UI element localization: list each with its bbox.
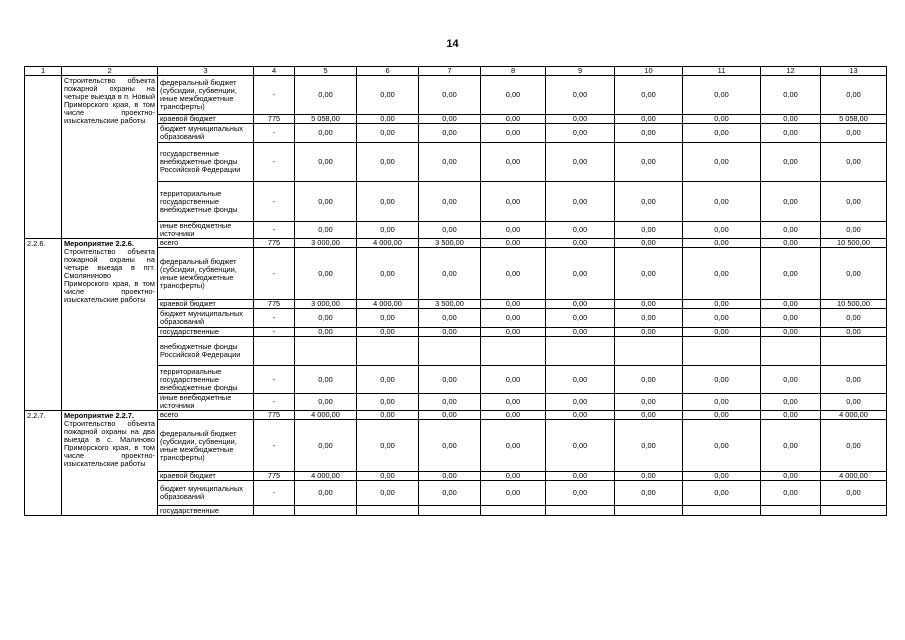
funding-source: государственные внебюджетные фонды Российской Федерации [158, 143, 254, 182]
value-cell: 0,00 [683, 394, 761, 411]
value-cell: 0,00 [546, 328, 615, 337]
value-cell: 0,00 [295, 328, 357, 337]
item-title: Мероприятие 2.2.7. [64, 411, 134, 420]
value-cell [683, 337, 761, 366]
value-cell: 0,00 [821, 124, 887, 143]
value-cell: 0,00 [546, 394, 615, 411]
value-cell: 0,00 [615, 394, 683, 411]
budget-code [254, 337, 295, 366]
value-cell: 0,00 [821, 420, 887, 472]
value-cell: 4 000,00 [357, 300, 419, 309]
value-cell: 0,00 [295, 248, 357, 300]
value-cell: 0,00 [683, 115, 761, 124]
value-cell: 5 058,00 [821, 115, 887, 124]
value-cell: 0,00 [821, 76, 887, 115]
header-row [25, 67, 887, 76]
value-cell: 0,00 [419, 115, 481, 124]
col-header-2: 2 [62, 67, 158, 76]
value-cell: 0,00 [546, 300, 615, 309]
value-cell: 0,00 [481, 143, 546, 182]
value-cell: 0,00 [615, 248, 683, 300]
value-cell: 0,00 [481, 248, 546, 300]
value-cell: 0,00 [683, 76, 761, 115]
value-cell [357, 337, 419, 366]
value-cell: 0,00 [481, 222, 546, 239]
funding-source: иные внебюджетные источники [158, 222, 254, 239]
budget-code: 775 [254, 239, 295, 248]
value-cell: 0,00 [615, 328, 683, 337]
col-header-6: 6 [357, 67, 419, 76]
item-number: 2.2.6. [25, 239, 62, 411]
value-cell: 0,00 [481, 239, 546, 248]
budget-code: - [254, 248, 295, 300]
value-cell: 0,00 [821, 222, 887, 239]
item-number: 2.2.7. [25, 411, 62, 516]
col-header-1: 1 [25, 67, 62, 76]
budget-code: 775 [254, 472, 295, 481]
value-cell: 4 000,00 [295, 472, 357, 481]
value-cell: 0,00 [481, 411, 546, 420]
value-cell: 0,00 [683, 248, 761, 300]
value-cell: 0,00 [295, 420, 357, 472]
page-number: 14 [446, 38, 459, 50]
value-cell: 0,00 [357, 328, 419, 337]
value-cell: 0,00 [546, 420, 615, 472]
value-cell [821, 506, 887, 516]
value-cell: 10 500,00 [821, 239, 887, 248]
value-cell: 0,00 [481, 124, 546, 143]
value-cell: 0,00 [481, 309, 546, 328]
value-cell: 4 000,00 [357, 239, 419, 248]
value-cell [761, 506, 821, 516]
value-cell: 0,00 [419, 248, 481, 300]
budget-code: - [254, 394, 295, 411]
value-cell: 3 000,00 [295, 300, 357, 309]
item-description [62, 239, 158, 411]
value-cell: 0,00 [615, 76, 683, 115]
value-cell [615, 337, 683, 366]
value-cell: 0,00 [295, 222, 357, 239]
value-cell [419, 506, 481, 516]
funding-source: территориальные государственные внебюджетные фонды [158, 182, 254, 222]
funding-source: государственные [158, 328, 254, 337]
value-cell: 0,00 [683, 328, 761, 337]
col-header-4: 4 [254, 67, 295, 76]
value-cell: 0,00 [821, 481, 887, 506]
value-cell: 0,00 [683, 239, 761, 248]
value-cell: 0,00 [419, 328, 481, 337]
value-cell: 0,00 [761, 411, 821, 420]
funding-source: бюджет муниципальных образований [158, 124, 254, 143]
value-cell: 5 058,00 [295, 115, 357, 124]
value-cell: 0,00 [419, 124, 481, 143]
value-cell: 0,00 [357, 182, 419, 222]
funding-source: территориальные государственные внебюджетные фонды [158, 366, 254, 394]
value-cell: 0,00 [357, 124, 419, 143]
value-cell: 0,00 [481, 481, 546, 506]
budget-code: 775 [254, 300, 295, 309]
funding-source: федеральный бюджет (субсидии, субвенции, иные межбюджетные трансферты) [158, 248, 254, 300]
value-cell: 0,00 [419, 472, 481, 481]
funding-source: федеральный бюджет (субсидии, субвенции, иные межбюджетные трансферты) [158, 76, 254, 115]
value-cell: 0,00 [419, 481, 481, 506]
value-cell [481, 337, 546, 366]
value-cell: 0,00 [761, 309, 821, 328]
value-cell: 0,00 [295, 394, 357, 411]
budget-code: - [254, 76, 295, 115]
funding-source: бюджет муниципальных образований [158, 309, 254, 328]
value-cell: 0,00 [615, 309, 683, 328]
value-cell: 0,00 [761, 124, 821, 143]
col-header-13: 13 [821, 67, 887, 76]
budget-code: - [254, 182, 295, 222]
budget-code: - [254, 328, 295, 337]
value-cell: 0,00 [481, 115, 546, 124]
value-cell: 0,00 [683, 143, 761, 182]
value-cell: 0,00 [481, 420, 546, 472]
col-header-10: 10 [615, 67, 683, 76]
value-cell [546, 506, 615, 516]
value-cell [295, 337, 357, 366]
value-cell: 0,00 [546, 366, 615, 394]
budget-code: 775 [254, 411, 295, 420]
value-cell: 0,00 [615, 222, 683, 239]
value-cell [683, 506, 761, 516]
col-header-5: 5 [295, 67, 357, 76]
table-row [25, 76, 887, 115]
value-cell: 4 000,00 [821, 472, 887, 481]
value-cell: 0,00 [419, 411, 481, 420]
value-cell: 0,00 [761, 239, 821, 248]
funding-source: всего [158, 411, 254, 420]
value-cell: 0,00 [761, 394, 821, 411]
value-cell: 0,00 [546, 222, 615, 239]
item-text: Строительство объекта пожарной охраны на четыре выезда в п. Новый Приморского края, в том числе проектно-изыскательские работы [64, 76, 155, 125]
budget-code: - [254, 222, 295, 239]
funding-source: бюджет муниципальных образований [158, 481, 254, 506]
value-cell: 0,00 [295, 366, 357, 394]
value-cell: 0,00 [419, 366, 481, 394]
value-cell: 0,00 [357, 472, 419, 481]
value-cell [546, 337, 615, 366]
value-cell: 0,00 [357, 481, 419, 506]
funding-source: федеральный бюджет (субсидии, субвенции, иные межбюджетные трансферты) [158, 420, 254, 472]
value-cell: 3 500,00 [419, 239, 481, 248]
value-cell: 0,00 [295, 143, 357, 182]
budget-code: - [254, 124, 295, 143]
value-cell: 3 000,00 [295, 239, 357, 248]
value-cell: 0,00 [481, 300, 546, 309]
value-cell [419, 337, 481, 366]
value-cell: 0,00 [683, 182, 761, 222]
value-cell: 0,00 [481, 328, 546, 337]
col-header-11: 11 [683, 67, 761, 76]
col-header-9: 9 [546, 67, 615, 76]
value-cell: 0,00 [761, 222, 821, 239]
value-cell: 0,00 [761, 143, 821, 182]
value-cell: 0,00 [615, 472, 683, 481]
value-cell: 0,00 [683, 222, 761, 239]
value-cell: 0,00 [761, 328, 821, 337]
budget-code: 775 [254, 115, 295, 124]
value-cell: 0,00 [615, 124, 683, 143]
budget-code: - [254, 366, 295, 394]
value-cell: 0,00 [357, 366, 419, 394]
budget-code: - [254, 481, 295, 506]
funding-source: краевой бюджет [158, 472, 254, 481]
value-cell: 0,00 [357, 115, 419, 124]
item-description [62, 411, 158, 516]
budget-table [24, 66, 887, 516]
value-cell: 0,00 [821, 248, 887, 300]
funding-source: иные внебюджетные источники [158, 394, 254, 411]
value-cell: 0,00 [546, 115, 615, 124]
funding-source: краевой бюджет [158, 300, 254, 309]
value-cell: 0,00 [295, 182, 357, 222]
value-cell: 0,00 [481, 472, 546, 481]
value-cell: 0,00 [821, 328, 887, 337]
value-cell: 0,00 [546, 124, 615, 143]
value-cell: 0,00 [481, 394, 546, 411]
value-cell: 0,00 [357, 248, 419, 300]
value-cell: 0,00 [683, 366, 761, 394]
value-cell: 0,00 [419, 76, 481, 115]
col-header-3: 3 [158, 67, 254, 76]
value-cell: 0,00 [615, 239, 683, 248]
budget-code: - [254, 309, 295, 328]
value-cell [481, 506, 546, 516]
funding-source: всего [158, 239, 254, 248]
value-cell: 0,00 [295, 76, 357, 115]
item-description [62, 76, 158, 239]
value-cell: 10 500,00 [821, 300, 887, 309]
value-cell: 0,00 [357, 411, 419, 420]
col-header-12: 12 [761, 67, 821, 76]
value-cell: 0,00 [821, 309, 887, 328]
value-cell: 0,00 [419, 222, 481, 239]
value-cell: 0,00 [546, 239, 615, 248]
funding-source: краевой бюджет [158, 115, 254, 124]
item-text: Строительство объекта пожарной охраны на четыре выезда в пгт. Смоляниново Приморского края, в том числе проектно-изыскательские работы [64, 247, 155, 304]
value-cell: 0,00 [419, 420, 481, 472]
value-cell: 0,00 [419, 309, 481, 328]
value-cell: 0,00 [761, 300, 821, 309]
value-cell: 0,00 [481, 182, 546, 222]
value-cell: 0,00 [821, 366, 887, 394]
value-cell: 0,00 [546, 309, 615, 328]
value-cell: 0,00 [357, 394, 419, 411]
value-cell: 0,00 [615, 300, 683, 309]
funding-source: государственные [158, 506, 254, 516]
value-cell: 0,00 [683, 481, 761, 506]
value-cell: 0,00 [419, 394, 481, 411]
value-cell [357, 506, 419, 516]
value-cell: 0,00 [761, 472, 821, 481]
value-cell: 0,00 [615, 366, 683, 394]
value-cell: 0,00 [546, 411, 615, 420]
value-cell: 0,00 [546, 76, 615, 115]
value-cell: 0,00 [481, 76, 546, 115]
value-cell: 3 500,00 [419, 300, 481, 309]
value-cell: 0,00 [481, 366, 546, 394]
value-cell [295, 506, 357, 516]
value-cell: 0,00 [615, 420, 683, 472]
item-title: Мероприятие 2.2.6. [64, 239, 134, 248]
value-cell: 0,00 [615, 411, 683, 420]
value-cell: 0,00 [761, 76, 821, 115]
value-cell: 4 000,00 [295, 411, 357, 420]
value-cell: 0,00 [615, 143, 683, 182]
item-number [25, 76, 62, 239]
value-cell: 0,00 [761, 248, 821, 300]
value-cell: 0,00 [615, 481, 683, 506]
value-cell: 0,00 [821, 394, 887, 411]
value-cell: 0,00 [761, 481, 821, 506]
table-row [25, 239, 887, 248]
value-cell: 0,00 [357, 420, 419, 472]
value-cell: 0,00 [761, 182, 821, 222]
col-header-8: 8 [481, 67, 546, 76]
value-cell: 0,00 [683, 300, 761, 309]
value-cell: 0,00 [683, 411, 761, 420]
value-cell: 0,00 [419, 143, 481, 182]
value-cell: 0,00 [683, 124, 761, 143]
value-cell: 0,00 [821, 182, 887, 222]
value-cell [761, 337, 821, 366]
value-cell: 0,00 [683, 309, 761, 328]
budget-code: - [254, 420, 295, 472]
value-cell: 0,00 [295, 124, 357, 143]
budget-code: - [254, 143, 295, 182]
value-cell: 0,00 [615, 182, 683, 222]
value-cell: 0,00 [357, 143, 419, 182]
value-cell: 0,00 [821, 143, 887, 182]
value-cell: 0,00 [295, 481, 357, 506]
value-cell: 0,00 [357, 222, 419, 239]
value-cell: 0,00 [615, 115, 683, 124]
value-cell: 0,00 [546, 143, 615, 182]
value-cell [615, 506, 683, 516]
value-cell: 0,00 [683, 472, 761, 481]
budget-code [254, 506, 295, 516]
value-cell: 0,00 [295, 309, 357, 328]
value-cell [821, 337, 887, 366]
funding-source: внебюджетные фонды Российской Федерации [158, 337, 254, 366]
value-cell: 4 000,00 [821, 411, 887, 420]
value-cell: 0,00 [546, 248, 615, 300]
value-cell: 0,00 [357, 309, 419, 328]
value-cell: 0,00 [761, 420, 821, 472]
value-cell: 0,00 [546, 472, 615, 481]
value-cell: 0,00 [357, 76, 419, 115]
value-cell: 0,00 [546, 481, 615, 506]
value-cell: 0,00 [419, 182, 481, 222]
item-text: Строительство объекта пожарной охраны на два выезда в с. Малиново Приморского края, в том числе проектно-изыскательские работы [64, 419, 155, 468]
table-row [25, 411, 887, 420]
value-cell: 0,00 [546, 182, 615, 222]
value-cell: 0,00 [761, 366, 821, 394]
value-cell: 0,00 [761, 115, 821, 124]
col-header-7: 7 [419, 67, 481, 76]
value-cell: 0,00 [683, 420, 761, 472]
